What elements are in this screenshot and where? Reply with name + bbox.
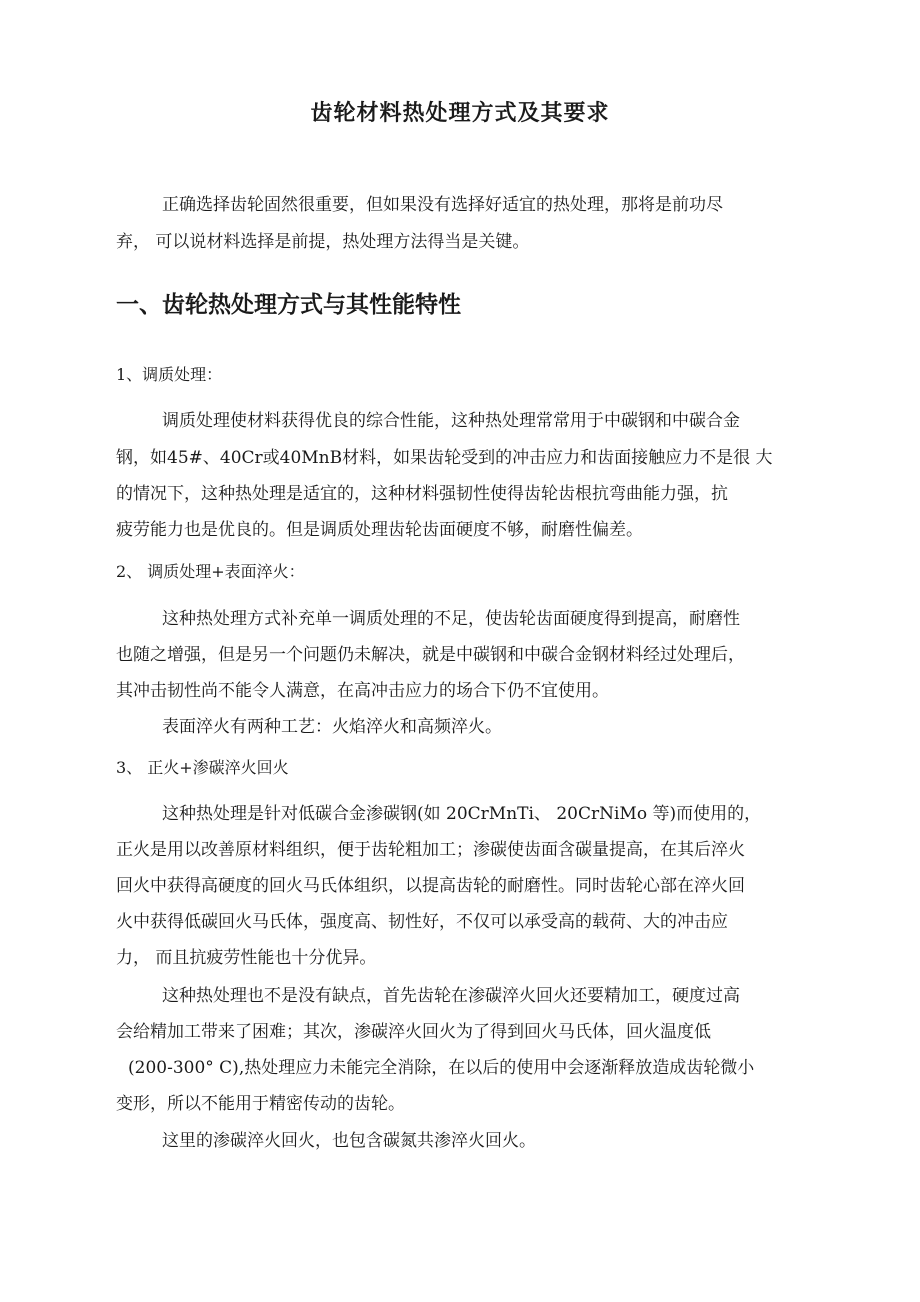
item-2-p2: 表面淬火有两种工艺：火焰淬火和高频淬火。 (162, 717, 502, 737)
section-1-heading: 一、齿轮热处理方式与其性能特性 (116, 292, 461, 318)
item-3-p1-line-3: 回火中获得高硬度的回火马氏体组织，以提高齿轮的耐磨性。同时齿轮心部在淬火回 (116, 876, 745, 896)
item-3-p1-line-2: 正火是用以改善原材料组织，便于齿轮粗加工；渗碳使齿面含碳量提高，在其后淬火 (116, 840, 745, 860)
item-3-label: 3、 正火+渗碳淬火回火 (116, 758, 289, 777)
item-1-p1-line-2: 钢，如45#、40Cr或40MnB材料，如果齿轮受到的冲击应力和齿面接触应力不是很 大 (116, 448, 773, 468)
item-1-p1-line-4: 疲劳能力也是优良的。但是调质处理齿轮齿面硬度不够，耐磨性偏差。 (116, 520, 643, 540)
item-2-p1-line-3: 其冲击韧性尚不能令人满意，在高冲击应力的场合下仍不宜使用。 (116, 681, 609, 701)
item-3-p2-line-2: 会给精加工带来了困难；其次，渗碳淬火回火为了得到回火马氏体，回火温度低 (116, 1022, 711, 1042)
document-title: 齿轮材料热处理方式及其要求 (310, 101, 610, 126)
item-1-p1-line-3: 的情况下，这种热处理是适宜的，这种材料强韧性使得齿轮齿根抗弯曲能力强，抗 (116, 484, 728, 504)
item-3-p2-line-4: 变形，所以不能用于精密传动的齿轮。 (116, 1094, 405, 1114)
item-3-p1-line-5: 力， 而且抗疲劳性能也十分优异。 (116, 948, 377, 968)
item-1-label: 1、调质处理： (116, 365, 223, 384)
item-2-p1-line-1: 这种热处理方式补充单一调质处理的不足，使齿轮齿面硬度得到提高，耐磨性 (162, 609, 740, 629)
item-2-label: 2、 调质处理+表面淬火： (116, 562, 305, 581)
item-2-p1-line-2: 也随之增强，但是另一个问题仍未解决，就是中碳钢和中碳合金钢材料经过处理后， (116, 645, 745, 665)
item-3-p3: 这里的渗碳淬火回火，也包含碳氮共渗淬火回火。 (162, 1131, 536, 1151)
item-3-p1-line-1: 这种热处理是针对低碳合金渗碳钢(如 20CrMnTi、 20CrNiMo 等)而使用的， (162, 804, 762, 824)
item-1-p1-line-1: 调质处理使材料获得优良的综合性能，这种热处理常常用于中碳钢和中碳合金 (162, 411, 740, 431)
item-3-p1-line-4: 火中获得低碳回火马氏体，强度高、韧性好，不仅可以承受高的载荷、大的冲击应 (116, 912, 728, 932)
item-3-p2-line-3: (200-300° C),热处理应力未能完全消除，在以后的使用中会逐渐释放造成齿轮微小 (128, 1058, 755, 1078)
item-3-p2-line-1: 这种热处理也不是没有缺点，首先齿轮在渗碳淬火回火还要精加工，硬度过高 (162, 986, 740, 1006)
intro-line-1: 正确选择齿轮固然很重要，但如果没有选择好适宜的热处理，那将是前功尽 (162, 195, 723, 215)
intro-line-2: 弃， 可以说材料选择是前提，热处理方法得当是关键。 (116, 232, 530, 252)
